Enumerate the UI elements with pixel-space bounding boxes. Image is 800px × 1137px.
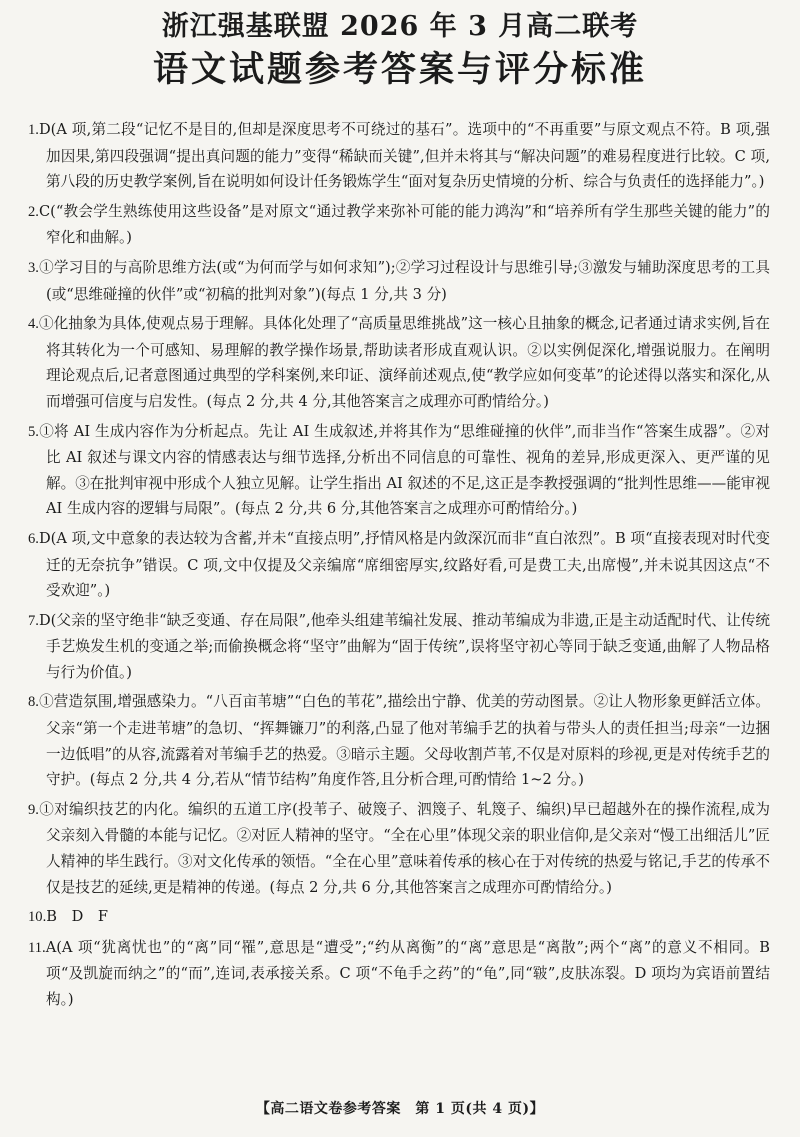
answer-item-8 [28, 689, 770, 792]
answer-text: D(A 项,第二段“记忆不是目的,但却是深度思考不可绕过的基石”。选项中的“不再重要”与原文观点不符。B 项,强加因果,第四段强调“提出真问题的能力”变得“稀缺而关键”,但并未将其与“解决问题”的难易程度进行比较。C 项,第八段的历史教学案例,旨在说明如何设计任务锻炼学生“面对复杂历史情境的分析、综合与负责任的选择能力”。) [38, 121, 770, 191]
answer-number: 2. [28, 203, 39, 220]
answer-number: 1. [28, 122, 39, 138]
answer-text: ①学习目的与高阶思维方法(或“为何而学与如何求知”);②学习过程设计与思维引导;③激发与辅助深度思考的工具(或“思维碰撞的伙伴”或“初稿的批判对象”)(每点 1 分,共 3 分) [38, 258, 770, 303]
answer-number: 3. [28, 259, 39, 276]
answer-number: 7. [28, 612, 39, 629]
answer-text: C(“教会学生熟练使用这些设备”是对原文“通过教学来弥补可能的能力鸿沟”和“培养所有学生那些关键的能力”的窄化和曲解。) [38, 202, 770, 247]
answer-item-11 [28, 935, 770, 1013]
page-footer: 【高二语文卷参考答案 第 1 页(共 4 页)】 [255, 1101, 545, 1117]
answer-text: B D F [46, 908, 108, 926]
answer-number: 4. [28, 316, 39, 333]
answer-text: A(A 项“犹离忧也”的“离”同“罹”,意思是“遭受”;“约从离衡”的“离”意思是“离散”;两个“离”的意义不相同。B 项“及凯旋而纳之”的“而”,连词,表承接关系。C 项“不龟手之药”的“龟”,同“皲”,皮肤冻裂。D 项均为宾语前置结构。) [45, 938, 770, 1008]
answer-item-7 [28, 608, 770, 686]
answer-number: 10. [28, 909, 47, 926]
answer-text: D(A 项,文中意象的表达较为含蓄,并未“直接点明”,抒情风格是内敛深沉而非“直白浓烈”。B 项“直接表现对时代变迁的无奈抗争”错误。C 项,文中仅提及父亲编席“席细密厚实,纹路好看,可是费工夫,出席慢”,并未说其因这点“不受欢迎”。) [38, 529, 770, 600]
answer-text: ①对编织技艺的内化。编织的五道工序(投苇子、破篾子、泗篾子、轧篾子、编织)早已超越外在的操作流程,成为父亲刻入骨髓的本能与记忆。②对匠人精神的坚守。“全在心里”体现父亲的职业信仰,是父亲对“慢工出细活儿”匠人精神的毕生践行。③对文化传承的领悟。“全在心里”意味着传承的核心在于对传统的热爱与铭记,手艺的传承不仅是技艺的延续,更是精神的传递。(每点 2 分,共 6 分,其他答案言之成理亦可酌情给分。) [38, 800, 770, 896]
answer-number: 8. [28, 694, 39, 711]
answer-key-title: 语文试题参考答案与评分标准 [152, 49, 647, 90]
answer-text: D(父亲的坚守绝非“缺乏变通、存在局限”,他牵头组建苇编社发展、推动苇编成为非遗,正是主动适配时代、让传统手艺焕发生机的变通之举;而偷换概念将“坚守”曲解为“固于传统”,误将坚守初心等同于缺乏变通,曲解了人物品格与行为价值。) [38, 611, 770, 681]
answer-number: 5. [28, 423, 39, 440]
answer-item-4 [28, 311, 770, 414]
answer-text: ①营造氛围,增强感染力。“八百亩苇塘”“白色的苇花”,描绘出宁静、优美的劳动图景。②让人物形象更鲜活立体。父亲“第一个走进苇塘”的急切、“挥舞镰刀”的利落,凸显了他对苇编手艺的执着与带头人的责任担当;母亲“一边捆一边低唱”的从容,流露着对苇编手艺的热爱。③暗示主题。父母收割芦苇,不仅是对原料的珍视,更是对传统手艺的守护。(每点 2 分,共 4 分,若从“情节结构”角度作答,且分析合理,可酌情给 1~2 分。) [38, 693, 770, 789]
answer-item-3 [28, 255, 770, 307]
answer-item-6 [28, 526, 770, 604]
answer-item-2 [28, 199, 770, 251]
answer-item-9 [28, 797, 770, 900]
exam-title: 浙江强基联盟 2026 年 3 月高二联考 [161, 11, 639, 42]
answer-number: 9. [28, 801, 39, 818]
answer-text: ①化抽象为具体,使观点易于理解。具体化处理了“高质量思维挑战”这一核心且抽象的概念,记者通过请求实例,旨在将其转化为一个可感知、易理解的教学操作场景,帮助读者形成直观认识。②以实例促深化,增强说服力。在阐明理论观点后,记者意图通过典型的学科案例,来印证、演绎前述观点,使“教学应如何变革”的论述得以落实和深化,从而增强可信度与启发性。(每点 2 分,共 4 分,其他答案言之成理亦可酌情给分。) [38, 315, 770, 410]
answer-item-10 [28, 904, 770, 931]
answer-number: 11. [28, 939, 46, 956]
answer-list [28, 117, 770, 1017]
answer-item-1 [28, 117, 770, 195]
answer-text: ①将 AI 生成内容作为分析起点。先让 AI 生成叙述,并将其作为“思维碰撞的伙伴”,而非当作“答案生成器”。②对比 AI 叙述与课文内容的情感表达与细节选择,分析出不同信息的可靠性、视角的差异,形成更深入、更严谨的见解。③在批判审视中形成个人独立见解。让学生指出 AI 叙述的不足,这正是李教授强调的“批判性思维——能审视 AI 生成内容的逻辑与局限”。(每点 2 分,共 6 分,其他答案言之成理亦可酌情给分。) [38, 422, 770, 518]
answer-number: 6. [28, 530, 39, 547]
answer-item-5 [28, 419, 770, 522]
